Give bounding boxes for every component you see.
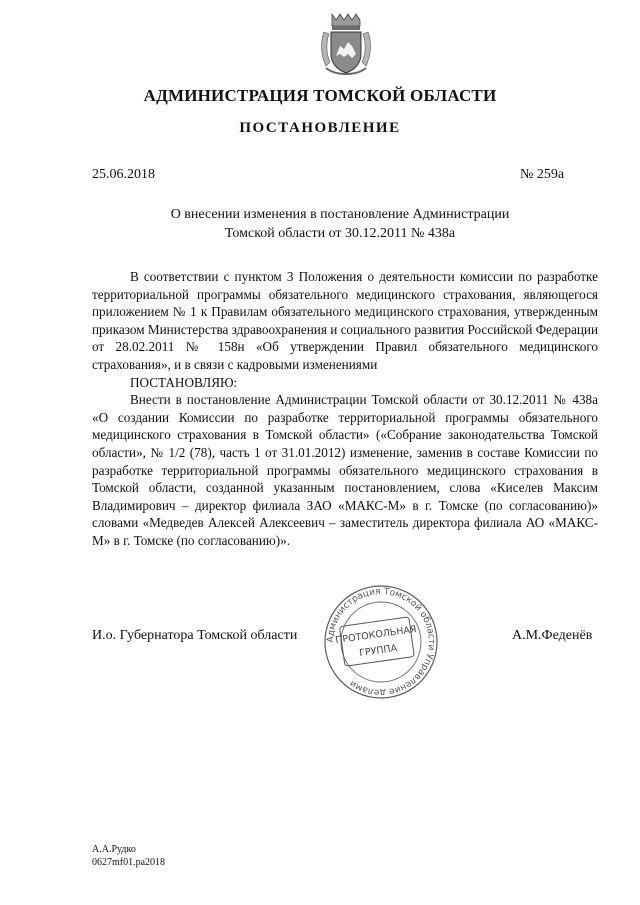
document-type-heading: ПОСТАНОВЛЕНИЕ [239, 120, 401, 136]
organization-title: АДМИНИСТРАЦИЯ ТОМСКОЙ ОБЛАСТИ [143, 86, 497, 105]
subject-line: О внесении изменения в постановление Администрации [170, 207, 510, 222]
coat-of-arms-emblem [318, 10, 374, 78]
executor-name: А.А.Рудко [92, 844, 136, 855]
official-stamp [318, 583, 444, 701]
document-number: № 259а [520, 167, 565, 182]
decree-word: ПОСТАНОВЛЯЮ: [130, 374, 238, 390]
executor-info [92, 843, 165, 869]
stamp-center-line: ГРУППА [358, 642, 398, 660]
subject-line: Томской области от 30.12.2011 № 438а [224, 226, 456, 241]
stamp-center-line: ПРОТОКОЛЬНАЯ [334, 623, 418, 647]
preamble-paragraph: В соответствии с пунктом 3 Положения о деятельности комиссии по разработке территориальной программы обязательного медицинского страхования, являющегося приложением № 1 к Правилам обязательного медицинского страхования, утвержденным приказом Министерства здравоохранения и социального развития Российской Федерации от 28.02.2011 № 158н «Об утверждении Правил обязательного медицинского страхования», и в связи с кадровыми изменениями [92, 269, 599, 372]
file-code: 0627mf01.pa2018 [92, 857, 166, 868]
document-body [92, 268, 598, 550]
document-subject [120, 205, 560, 243]
signer-name: А.М.Феденёв [512, 628, 593, 643]
stamp-ring-text: Администрация Томской области Управление делами [325, 586, 437, 698]
document-date: 25.06.2018 [92, 167, 155, 182]
signer-role: И.о. Губернатора Томской области [92, 628, 298, 643]
resolution-paragraph: Внести в постановление Администрации Томской области от 30.12.2011 № 438а «О создании Комиссии по разработке территориальной программы обязательного медицинского страхования в Томской области» («Собрание законодательства Томской области», № 1/2 (78), часть 1 от 31.01.2012) изменение, заменив в составе Комиссии по разработке территориальной программы обязательного медицинского страхования в Томской области, созданной указанным постановлением, слова «Киселев Максим Владимирович – директор филиала ЗАО «МАКС-М» в г. Томске (по согласованию)» словами «Медведев Алексей Алексеевич – заместитель директора филиала АО «МАКС-М» в г. Томске (по согласованию)». [92, 392, 598, 548]
